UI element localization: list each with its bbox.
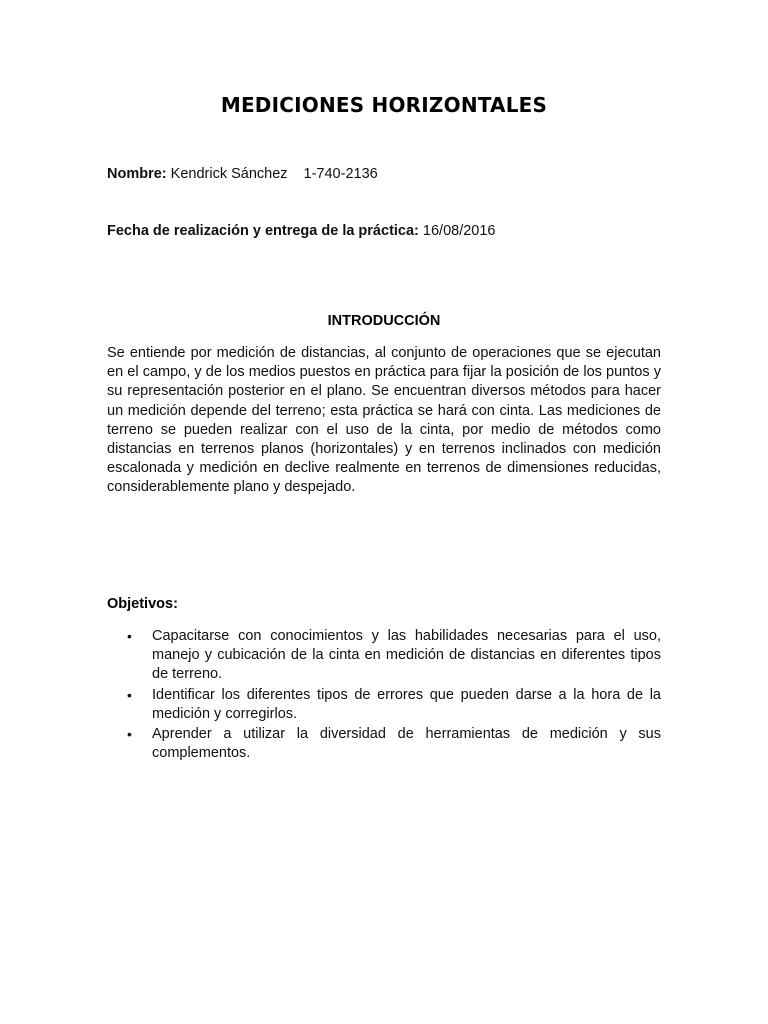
name-line [107, 166, 378, 182]
date-value: 16/08/2016 [422, 223, 496, 239]
objective-item [107, 627, 661, 685]
name-label: Nombre: [107, 166, 167, 182]
objectives-heading: Objetivos: [107, 596, 178, 612]
document-title: MEDICIONES HORIZONTALES [220, 93, 548, 117]
objective-text: Capacitarse con conocimientos y las habilidades necesarias para el uso, manejo y cubicación de la cinta en medición de distancias en diferentes tipos de terreno. [152, 628, 661, 683]
date-label: Fecha de realización y entrega de la práctica: [107, 223, 419, 239]
objective-text: Identificar los diferentes tipos de errores que pueden darse a la hora de la medición y corregirlos. [152, 686, 661, 722]
objective-text: Aprender a utilizar la diversidad de herramientas de medición y sus complementos. [152, 726, 661, 762]
student-id: 1-740-2136 [303, 166, 378, 182]
bullet-icon: • [127, 628, 132, 644]
student-name: Kendrick Sánchez [170, 166, 288, 182]
date-line [107, 223, 496, 239]
objective-item [107, 686, 661, 724]
objective-item [107, 725, 661, 763]
introduction-paragraph: Se entiende por medición de distancias, al conjunto de operaciones que se ejecutan en el campo, y de los medios puestos en práctica para fijar la posición de los puntos y su representación posterior en el plano. Se encuentran diversos métodos para hacer un medición depende del terreno; esta práctica se hará con cinta. Las mediciones de terreno se pueden realizar con el uso de la cinta, por medio de métodos como distancias en terrenos planos (horizontales) y en terrenos inclinados con medición escalonada y medición en declive realmente en terrenos de dimensiones reducidas, considerablemente plano y despejado. [107, 345, 661, 496]
objectives-list [107, 627, 661, 764]
bullet-icon: • [127, 726, 132, 743]
introduction-heading: INTRODUCCIÓN [327, 313, 441, 329]
bullet-icon: • [127, 686, 132, 703]
